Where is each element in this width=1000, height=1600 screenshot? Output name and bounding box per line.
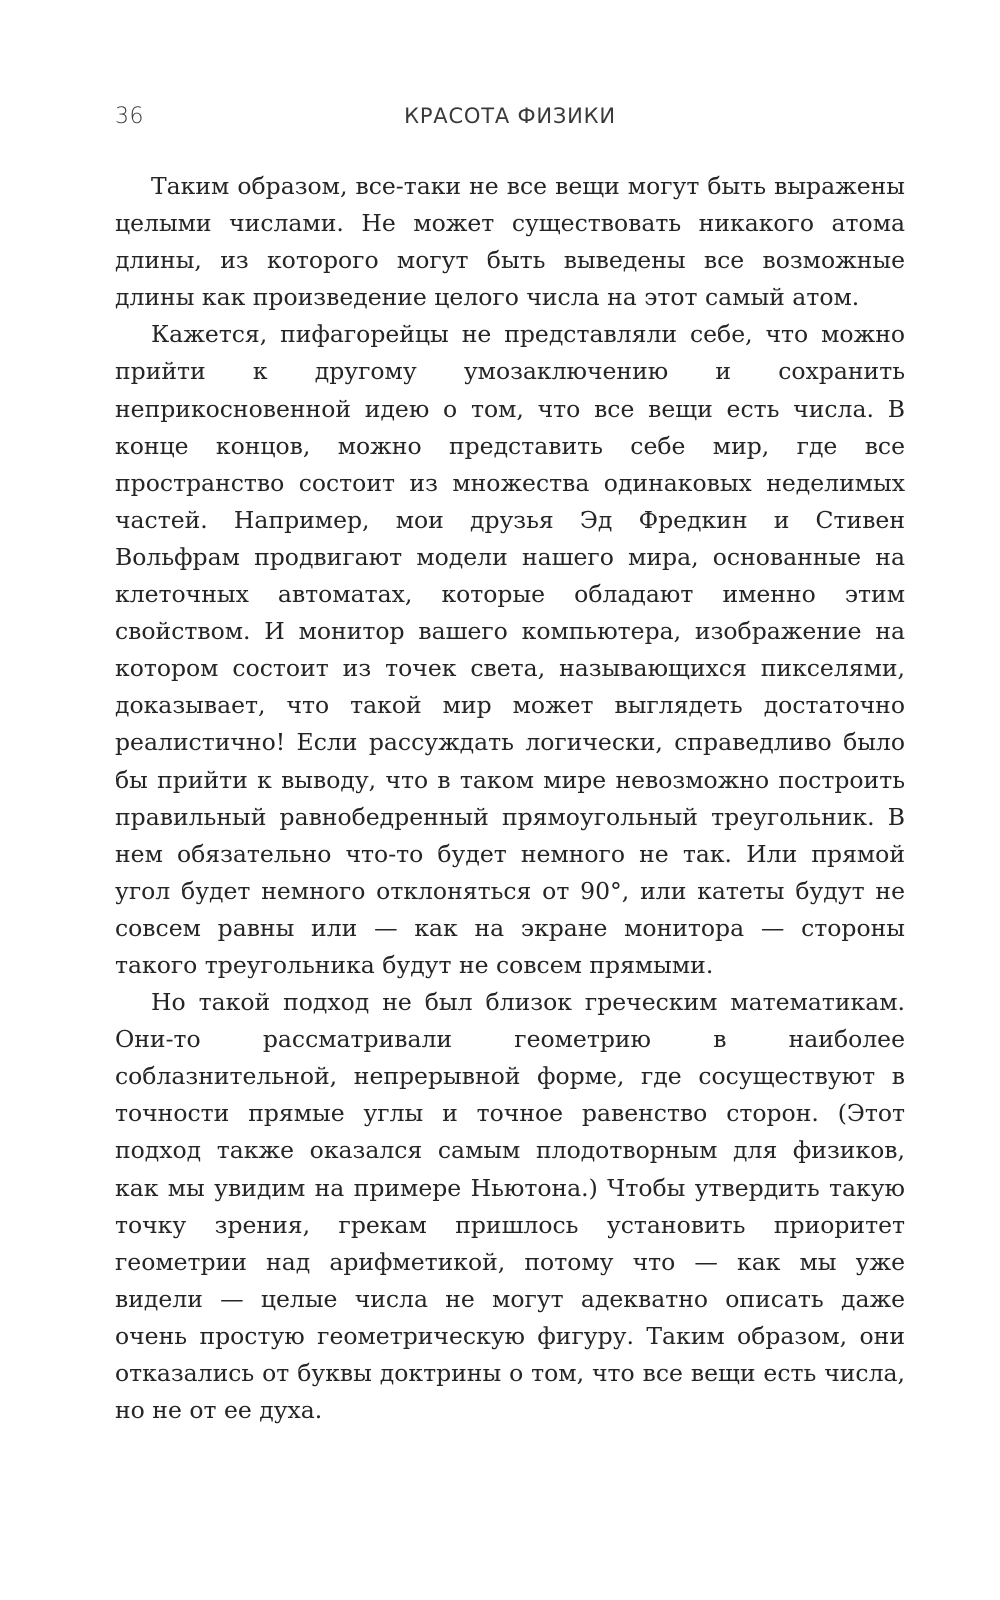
running-title: КРАСОТА ФИЗИКИ bbox=[404, 104, 616, 128]
paragraph: Таким образом, все-таки не все вещи могут быть выражены целыми числами. Не может существовать никакого атома длины, из которого могут быть выведены все возможные длины как произведение целого числа на этот самый атом. bbox=[115, 172, 905, 312]
running-head bbox=[115, 104, 905, 134]
paragraph: Но такой подход не был близок греческим математикам. Они-то рассматривали геометрию в наиболее соблазнительной, непрерывной форме, где сосуществуют в точности прямые углы и точное равенство сторон. (Этот подход также оказался самым плодотворным для физиков, как мы увидим на примере Ньютона.) Чтобы утвердить такую точку зрения, грекам пришлось установить приоритет геометрии над арифметикой, потому что — как мы уже видели — целые числа не могут адекватно описать даже очень простую геометрическую фигуру. Таким образом, они отказались от буквы доктрины о том, что все вещи есть числа, но не от ее духа. bbox=[115, 988, 905, 1425]
body-text bbox=[115, 168, 905, 1429]
paragraph: Кажется, пифагорейцы не представляли себе, что можно прийти к другому умозаключению и сохранить неприкосновенной идею о том, что все вещи есть числа. В конце концов, можно представить себе мир, где все пространство состоит из множества одинаковых неделимых частей. Например, мои друзья Эд Фредкин и Стивен Вольфрам продвигают модели нашего мира, основанные на клеточных автоматах, которые обладают именно этим свойством. И монитор вашего компьютера, изображение на котором состоит из точек света, называющихся пикселями, доказывает, что такой мир может выглядеть достаточно реалистично! Если рассуждать логически, справедливо было бы прийти к выводу, что в таком мире невозможно построить правильный равнобедренный прямоугольный треугольник. В нем обязательно что-то будет немного не так. Или прямой угол будет немного отклоняться от 90°, или катеты будут не совсем равны или — как на экране монитора — стороны такого треугольника будут не совсем прямыми. bbox=[115, 320, 905, 979]
page-number: 36 bbox=[115, 104, 144, 129]
